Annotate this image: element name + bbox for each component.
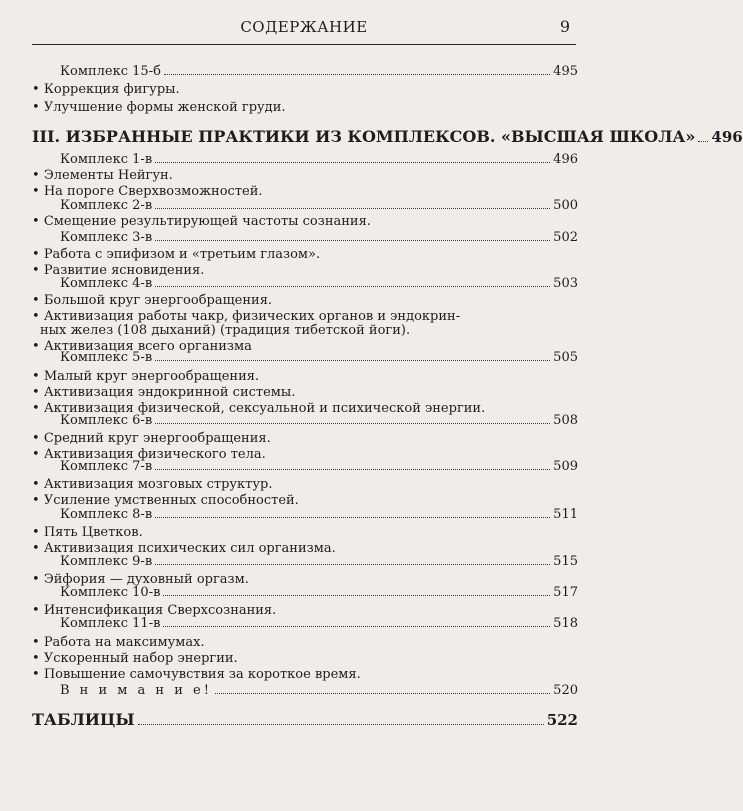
toc-section-tables[interactable]: [0, 712, 608, 728]
toc-subitem: • Интенсификация Сверхсознания.: [0, 603, 640, 619]
entry-label: Комплекс 4-в: [60, 276, 153, 291]
entry-page: 503: [553, 276, 578, 291]
page-number: 9: [559, 17, 570, 36]
entry-label: Комплекс 1-в: [60, 152, 153, 167]
toc-subitem: • Повышение самочувствия за короткое время.: [0, 667, 640, 683]
leader-dots: [164, 74, 550, 75]
toc-subitem: • Работа на максимумах.: [0, 635, 640, 651]
toc-entry-complex-5v[interactable]: [0, 350, 608, 366]
toc-subitem: • Активизация работы чакр, физических органов и эндокрин-: [0, 309, 640, 325]
toc-entry-complex-2v[interactable]: [0, 198, 608, 214]
leader-dots: [138, 724, 544, 725]
entry-label: Комплекс 2-в: [60, 198, 153, 213]
leader-dots: [155, 423, 550, 424]
toc-entry-complex-7v[interactable]: [0, 459, 608, 475]
toc-section-3[interactable]: [0, 127, 743, 146]
leader-dots: [155, 564, 550, 565]
entry-label: Комплекс 10-в: [60, 585, 161, 600]
entry-page: 515: [553, 554, 578, 569]
leader-dots: [155, 286, 550, 287]
toc-entry-attention[interactable]: [0, 683, 608, 699]
entry-page: 495: [553, 64, 578, 79]
toc-entry-complex-6v[interactable]: [0, 413, 608, 429]
entry-page: 520: [553, 683, 578, 698]
toc-subitem: • Средний круг энергообращения.: [0, 431, 640, 447]
toc-subitem: • Малый круг энергообращения.: [0, 369, 640, 385]
toc-entry-complex-15b[interactable]: [0, 64, 608, 80]
toc-entry-complex-1v[interactable]: [0, 152, 608, 168]
toc-subitem: • Пять Цветков.: [0, 525, 640, 541]
toc-entry-complex-9v[interactable]: [0, 554, 608, 570]
toc-subitem: • Активизация эндокринной системы.: [0, 385, 640, 401]
header-title: СОДЕРЖАНИЕ: [240, 18, 368, 36]
leader-dots: [155, 360, 550, 361]
toc-subitem: • Эйфория — духовный оргазм.: [0, 572, 640, 588]
leader-dots: [155, 517, 550, 518]
toc-subitem: • Элементы Нейгун.: [0, 168, 640, 184]
entry-label: Комплекс 6-в: [60, 413, 153, 428]
entry-page: 505: [553, 350, 578, 365]
entry-label: Комплекс 15-б: [60, 64, 161, 79]
toc-subitem: • Улучшение формы женской груди.: [0, 100, 640, 116]
entry-page: 509: [553, 459, 578, 474]
section-label: III. ИЗБРАННЫЕ ПРАКТИКИ ИЗ КОМПЛЕКСОВ. «ВЫСШАЯ ШКОЛА»: [32, 127, 696, 146]
section-page: 522: [546, 711, 578, 729]
entry-label: Комплекс 9-в: [60, 554, 153, 569]
entry-label: В н и м а н и е!: [60, 683, 212, 698]
entry-page: 508: [553, 413, 578, 428]
leader-dots: [215, 693, 550, 694]
entry-page: 502: [553, 230, 578, 245]
leader-dots: [155, 469, 550, 470]
toc-subitem: • Смещение результирующей частоты сознания.: [0, 214, 640, 230]
toc-subitem: • Активизация психических сил организма.: [0, 541, 640, 557]
entry-page: 500: [553, 198, 578, 213]
entry-label: Комплекс 5-в: [60, 350, 153, 365]
entry-label: Комплекс 7-в: [60, 459, 153, 474]
entry-label: Комплекс 3-в: [60, 230, 153, 245]
toc-entry-complex-3v[interactable]: [0, 230, 608, 246]
leader-dots: [155, 162, 550, 163]
toc-entry-complex-10v[interactable]: [0, 585, 608, 601]
toc-subitem: • Активизация всего организма: [0, 339, 640, 355]
leader-dots: [155, 208, 550, 209]
toc-subitem: • Развитие ясновидения.: [0, 263, 640, 279]
toc-subitem: • Активизация физического тела.: [0, 447, 640, 463]
entry-page: 511: [553, 507, 578, 522]
entry-label: Комплекс 11-в: [60, 616, 161, 631]
toc-subitem-continuation: ных желез (108 дыханий) (традиция тибетской йоги).: [40, 323, 411, 338]
toc-subitem: • Работа с эпифизом и «третьим глазом».: [0, 247, 640, 263]
entry-page: 496: [553, 152, 578, 167]
toc-entry-complex-11v[interactable]: [0, 616, 608, 632]
toc-entry-complex-8v[interactable]: [0, 507, 608, 523]
leader-dots: [163, 595, 550, 596]
toc-subitem: • Активизация мозговых структур.: [0, 477, 640, 493]
leader-dots: [155, 240, 550, 241]
toc-subitem: • Усиление умственных способностей.: [0, 493, 640, 509]
toc-subitem: • Коррекция фигуры.: [0, 82, 640, 98]
toc-entry-complex-4v[interactable]: [0, 276, 608, 292]
toc-subitem: • Активизация физической, сексуальной и психической энергии.: [0, 401, 640, 417]
section-page: 496: [711, 128, 743, 146]
entry-label: Комплекс 8-в: [60, 507, 153, 522]
entry-page: 518: [553, 616, 578, 631]
toc-subitem: • На пороге Сверхвозможностей.: [0, 184, 640, 200]
leader-dots: [698, 141, 708, 142]
toc-subitem: • Ускоренный набор энергии.: [0, 651, 640, 667]
leader-dots: [163, 626, 550, 627]
entry-page: 517: [553, 585, 578, 600]
section-label: ТАБЛИЦЫ: [32, 710, 135, 729]
toc-subitem: • Большой круг энергообращения.: [0, 293, 640, 309]
